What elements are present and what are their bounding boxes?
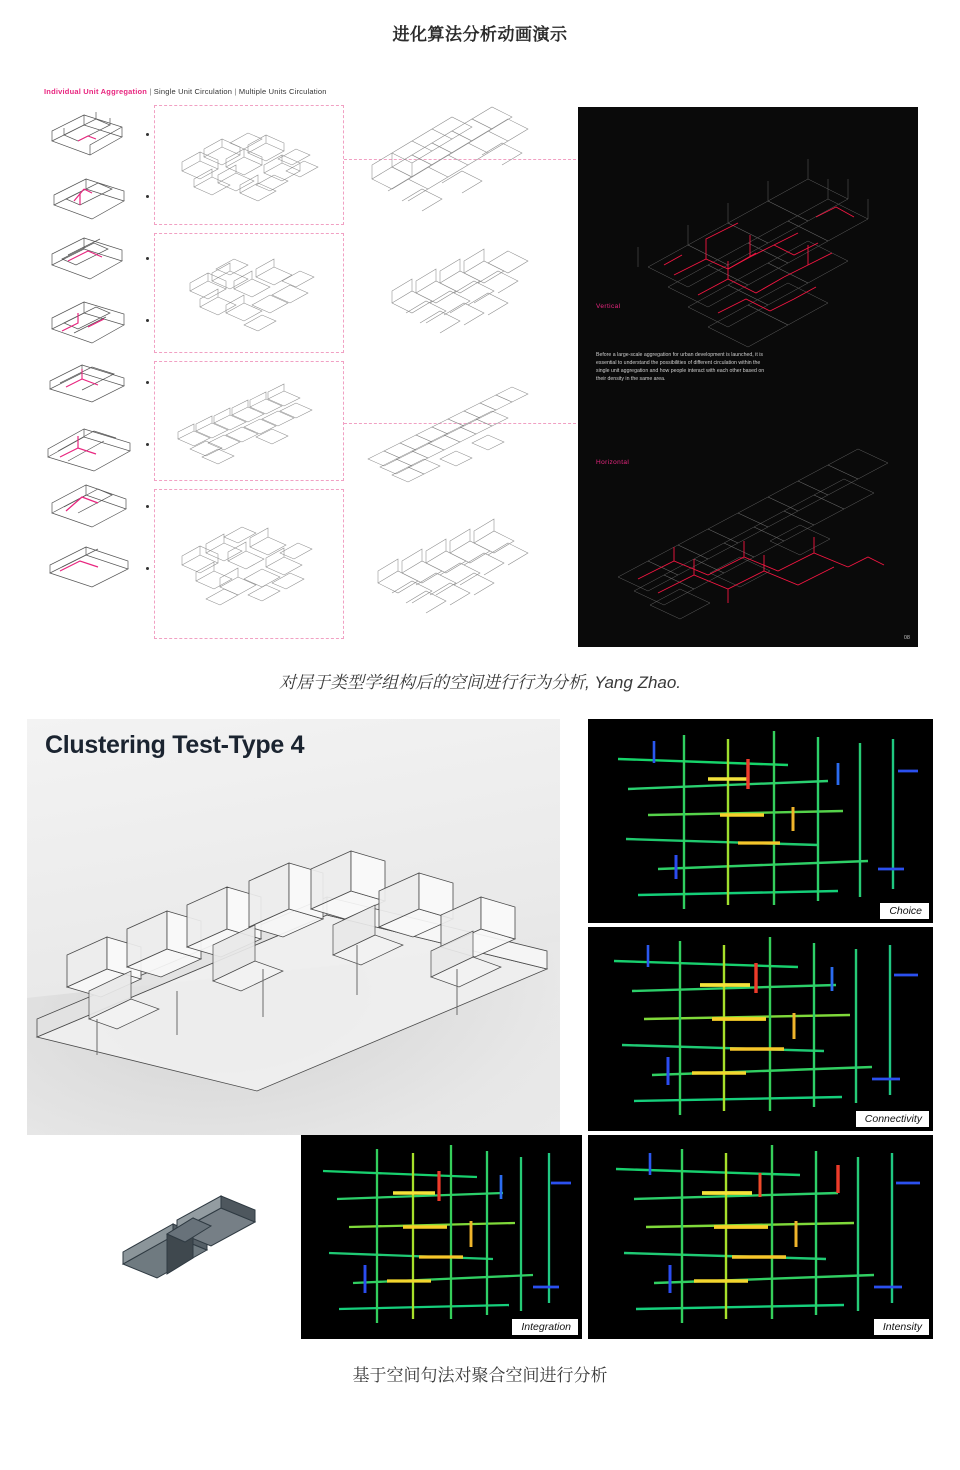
connector-dot [146, 381, 149, 384]
heatmap-intensity [588, 1135, 933, 1339]
heatmap-connectivity [588, 927, 933, 1131]
heatmap-label: Choice [880, 903, 929, 919]
aggregation-view [360, 497, 552, 633]
unit-sketch [44, 169, 140, 227]
connector-dot [146, 443, 149, 446]
clustering-render [27, 719, 560, 1135]
dark-panel-page-number: 08 [903, 635, 910, 641]
connector-dot [146, 505, 149, 508]
connector-dot [146, 567, 149, 570]
figure-aggregation-board [42, 83, 918, 648]
figure1-header-item3[interactable]: Multiple Units Circulation [238, 87, 327, 96]
unit-sketch [44, 541, 140, 599]
figure1-header [44, 87, 327, 96]
connector-dot [146, 195, 149, 198]
unit-sketch [44, 479, 140, 537]
aggregation-view [372, 233, 558, 351]
aggregation-view [160, 495, 340, 633]
heatmap-label: Intensity [874, 1319, 929, 1335]
unit-sketch [44, 355, 140, 413]
dark-panel-body-text: Before a large-scale aggregation for urban development is launched, it is essential to understand the possibilities of different circulation within the single unit aggregation and how people interact with each other based on their density in the same area. [596, 352, 765, 383]
aggregation-view [354, 365, 548, 493]
aggregation-view [160, 109, 340, 221]
dark-panel-label-vertical: Vertical [596, 303, 621, 310]
unit-module-render [115, 1174, 295, 1314]
figure1-header-item2[interactable]: Single Unit Circulation [153, 87, 233, 96]
unit-sketch [44, 107, 140, 165]
aggregation-view [358, 103, 548, 221]
aggregation-view [160, 237, 340, 349]
connector-dot [146, 133, 149, 136]
figure1-header-sep2: | [232, 87, 239, 96]
unit-sketch [44, 231, 140, 289]
caption-middle: 对居于类型学组构后的空间进行行为分析, Yang Zhao. [278, 673, 682, 692]
unit-sketch-column [42, 107, 144, 647]
figure-clustering-test [27, 719, 933, 1339]
heatmap-integration [301, 1135, 582, 1339]
unit-sketch [44, 417, 140, 475]
page-title: 进化算法分析动画演示 [392, 25, 568, 44]
connector-dot [146, 257, 149, 260]
figure1-header-sep1: | [147, 87, 154, 96]
aggregation-view [160, 365, 340, 477]
dark-panel-label-horizontal: Horizontal [596, 459, 630, 466]
heatmap-label: Integration [512, 1319, 578, 1335]
figure2-title: Clustering Test-Type 4 [45, 731, 305, 759]
connector-dot [146, 319, 149, 322]
figure1-header-active[interactable]: Individual Unit Aggregation [44, 87, 148, 96]
heatmap-label: Connectivity [856, 1111, 929, 1127]
dark-render-panel [578, 107, 918, 647]
unit-sketch [44, 293, 140, 351]
caption-bottom: 基于空间句法对聚合空间进行分析 [352, 1366, 608, 1385]
heatmap-choice [588, 719, 933, 923]
